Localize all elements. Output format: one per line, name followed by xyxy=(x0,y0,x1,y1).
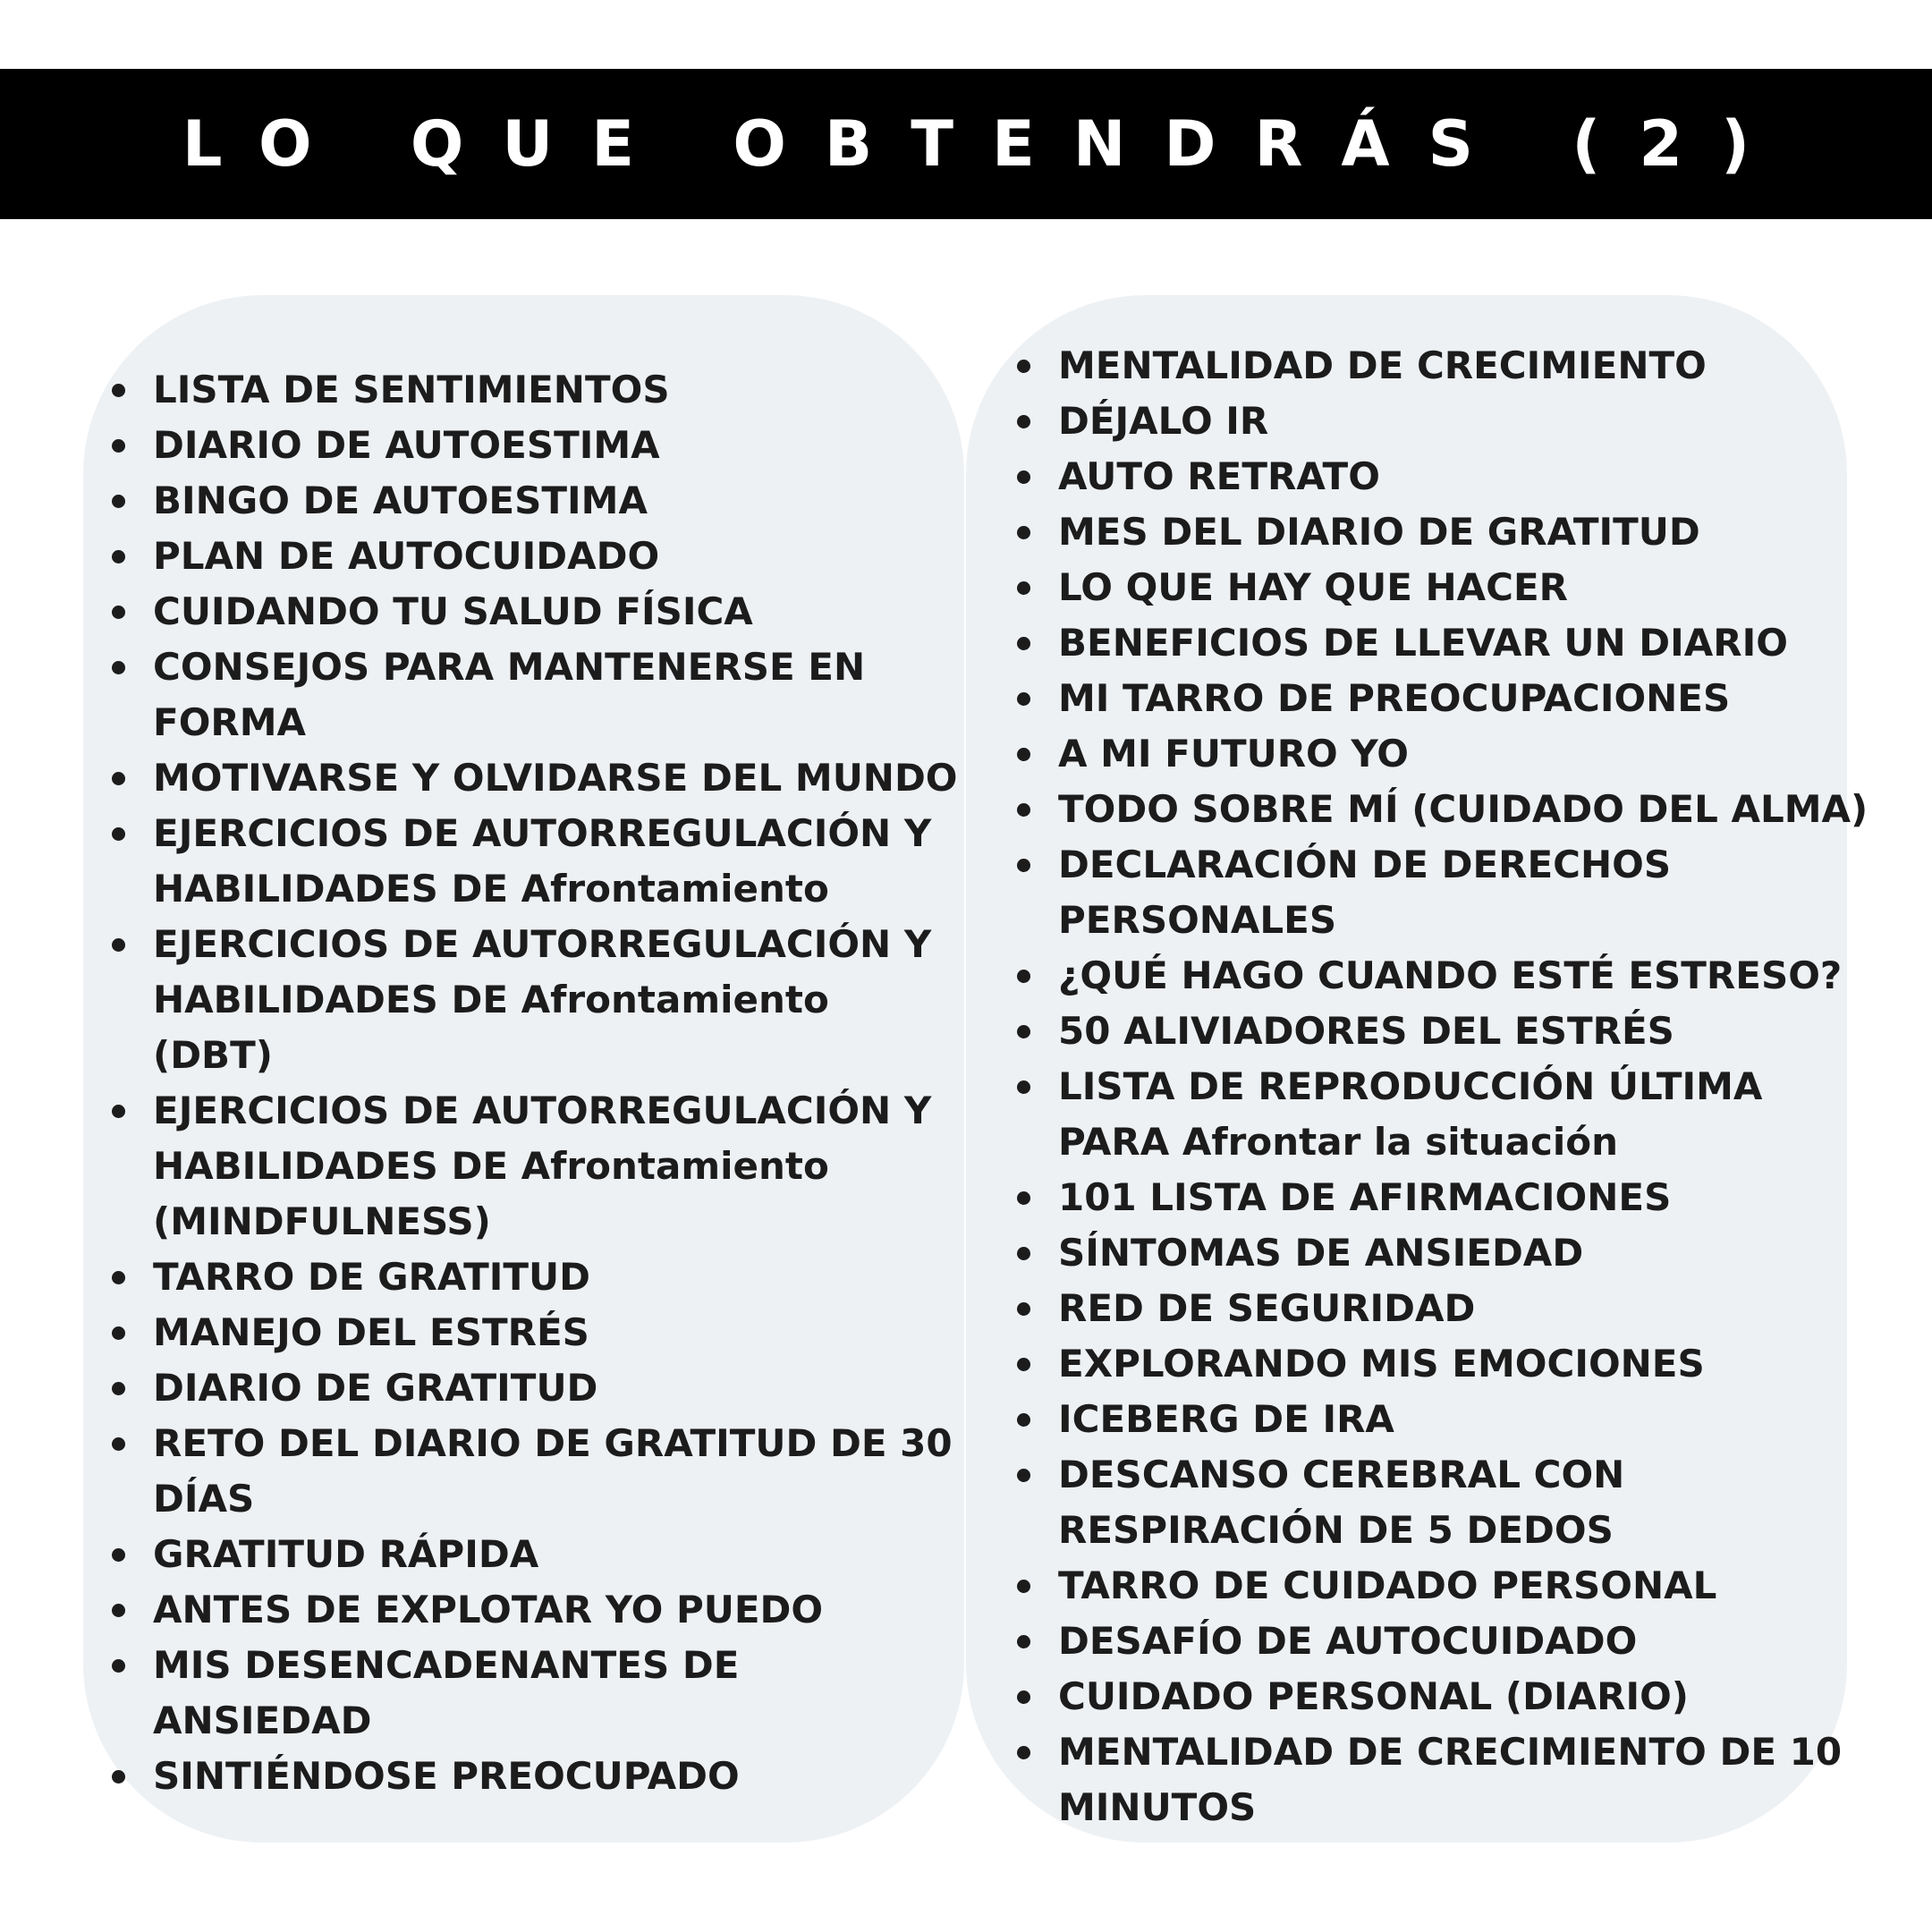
list-item xyxy=(1017,837,1920,948)
bullet-icon xyxy=(1017,748,1030,761)
bullet-icon xyxy=(1017,1635,1030,1648)
list-item xyxy=(1017,449,1920,504)
list-item-text: CUIDADO PERSONAL (DIARIO) xyxy=(1058,1674,1689,1718)
list-item-text: BENEFICIOS DE LLEVAR UN DIARIO xyxy=(1058,621,1788,665)
list-item-text: (DBT) xyxy=(153,1033,273,1077)
right-column-list xyxy=(1017,338,1920,1835)
list-item xyxy=(112,640,970,750)
list-item xyxy=(1017,948,1920,1004)
bullet-icon xyxy=(112,384,125,397)
list-item xyxy=(112,1360,970,1416)
list-item-text: GRATITUD RÁPIDA xyxy=(153,1532,539,1576)
list-item-text: MINUTOS xyxy=(1058,1785,1257,1829)
list-item-text: 50 ALIVIADORES DEL ESTRÉS xyxy=(1058,1009,1674,1053)
bullet-icon xyxy=(1017,415,1030,428)
list-item xyxy=(1017,615,1920,671)
list-item-text: ANSIEDAD xyxy=(153,1699,372,1742)
list-item-text: HABILIDADES DE Afrontamiento xyxy=(153,1144,829,1188)
list-item xyxy=(1017,1225,1920,1281)
bullet-icon xyxy=(1017,1746,1030,1759)
list-item xyxy=(1017,1669,1920,1724)
bullet-icon xyxy=(1017,803,1030,817)
list-item xyxy=(1017,338,1920,394)
list-item-text: PARA Afrontar la situación xyxy=(1058,1120,1619,1164)
page-title: LO QUE OBTENDRÁS (2) xyxy=(182,107,1789,181)
list-item-text: DESAFÍO DE AUTOCUIDADO xyxy=(1058,1619,1638,1663)
bullet-icon xyxy=(112,827,125,841)
list-item-text: 101 LISTA DE AFIRMACIONES xyxy=(1058,1175,1672,1219)
bullet-icon xyxy=(1017,859,1030,872)
list-item-text: LISTA DE REPRODUCCIÓN ÚLTIMA xyxy=(1058,1064,1763,1108)
bullet-icon xyxy=(1017,1080,1030,1094)
list-item xyxy=(112,1638,970,1749)
list-item xyxy=(1017,1558,1920,1614)
list-item xyxy=(112,1582,970,1638)
list-item-text: EJERCICIOS DE AUTORREGULACIÓN Y xyxy=(153,1089,932,1132)
list-item-text: PLAN DE AUTOCUIDADO xyxy=(153,534,660,578)
list-item-text: ICEBERG DE IRA xyxy=(1058,1397,1394,1441)
list-item-text: DECLARACIÓN DE DERECHOS xyxy=(1058,843,1672,886)
list-item xyxy=(112,1749,970,1804)
bullet-icon xyxy=(1017,970,1030,983)
bullet-icon xyxy=(1017,1191,1030,1205)
list-item xyxy=(1017,671,1920,726)
bullet-icon xyxy=(112,772,125,785)
list-item-text: TARRO DE CUIDADO PERSONAL xyxy=(1058,1563,1717,1607)
list-item-text: TARRO DE GRATITUD xyxy=(153,1255,591,1299)
list-item xyxy=(112,806,970,917)
list-item xyxy=(112,917,970,1083)
bullet-icon xyxy=(1017,1025,1030,1038)
bullet-icon xyxy=(112,1437,125,1451)
list-item xyxy=(1017,560,1920,615)
list-item xyxy=(1017,1281,1920,1336)
bullet-icon xyxy=(1017,1690,1030,1704)
title-banner xyxy=(0,69,1932,219)
bullet-icon xyxy=(112,1548,125,1562)
list-item-text: SÍNTOMAS DE ANSIEDAD xyxy=(1058,1231,1584,1275)
list-item xyxy=(1017,726,1920,782)
list-item-text: FORMA xyxy=(153,700,307,744)
bullet-icon xyxy=(1017,1413,1030,1427)
bullet-icon xyxy=(112,550,125,564)
bullet-icon xyxy=(112,1105,125,1118)
list-item-text: MENTALIDAD DE CRECIMIENTO xyxy=(1058,343,1707,387)
list-item-text: RETO DEL DIARIO DE GRATITUD DE 30 xyxy=(153,1421,953,1465)
list-item xyxy=(1017,1170,1920,1225)
list-item-text: EXPLORANDO MIS EMOCIONES xyxy=(1058,1342,1705,1385)
list-item-text: MOTIVARSE Y OLVIDARSE DEL MUNDO xyxy=(153,756,958,800)
list-item xyxy=(112,1527,970,1582)
list-item xyxy=(1017,1724,1920,1835)
list-item xyxy=(1017,1614,1920,1669)
list-item-text: RESPIRACIÓN DE 5 DEDOS xyxy=(1058,1508,1614,1552)
bullet-icon xyxy=(1017,1302,1030,1316)
bullet-icon xyxy=(112,1271,125,1284)
list-item-text: BINGO DE AUTOESTIMA xyxy=(153,479,648,522)
list-item-text: CUIDANDO TU SALUD FÍSICA xyxy=(153,589,753,633)
bullet-icon xyxy=(1017,360,1030,373)
bullet-icon xyxy=(1017,1358,1030,1371)
bullet-icon xyxy=(112,439,125,453)
bullet-icon xyxy=(112,606,125,619)
list-item-text: DESCANSO CEREBRAL CON xyxy=(1058,1453,1625,1496)
list-item-text: LISTA DE SENTIMIENTOS xyxy=(153,368,670,411)
list-item-text: MENTALIDAD DE CRECIMIENTO DE 10 xyxy=(1058,1730,1843,1774)
list-item-text: DIARIO DE GRATITUD xyxy=(153,1366,598,1410)
bullet-icon xyxy=(1017,1247,1030,1260)
list-item-text: (MINDFULNESS) xyxy=(153,1199,491,1243)
list-item-text: MI TARRO DE PREOCUPACIONES xyxy=(1058,676,1731,720)
bullet-icon xyxy=(1017,1580,1030,1593)
list-item xyxy=(1017,1336,1920,1392)
list-item xyxy=(1017,1447,1920,1558)
bullet-icon xyxy=(112,1326,125,1340)
list-item xyxy=(112,1305,970,1360)
list-item-text: EJERCICIOS DE AUTORREGULACIÓN Y xyxy=(153,811,932,855)
list-item-text: AUTO RETRATO xyxy=(1058,454,1380,498)
list-item-text: DIARIO DE AUTOESTIMA xyxy=(153,423,660,467)
bullet-icon xyxy=(112,661,125,674)
list-item-text: RED DE SEGURIDAD xyxy=(1058,1286,1476,1330)
list-item xyxy=(1017,1004,1920,1059)
list-item xyxy=(1017,1059,1920,1170)
list-item-text: MIS DESENCADENANTES DE xyxy=(153,1643,740,1687)
list-item-text: HABILIDADES DE Afrontamiento xyxy=(153,867,829,911)
list-item xyxy=(112,418,970,473)
bullet-icon xyxy=(1017,526,1030,539)
bullet-icon xyxy=(112,495,125,508)
list-item xyxy=(112,1250,970,1305)
list-item-text: EJERCICIOS DE AUTORREGULACIÓN Y xyxy=(153,922,932,966)
list-item xyxy=(1017,1392,1920,1447)
list-item xyxy=(112,1083,970,1250)
list-item xyxy=(112,473,970,529)
list-item-text: ANTES DE EXPLOTAR YO PUEDO xyxy=(153,1588,824,1631)
bullet-icon xyxy=(1017,637,1030,650)
list-item-text: MES DEL DIARIO DE GRATITUD xyxy=(1058,510,1700,554)
list-item-text: DÍAS xyxy=(153,1477,255,1521)
list-item-text: ¿QUÉ HAGO CUANDO ESTÉ ESTRESO? xyxy=(1058,953,1843,997)
bullet-icon xyxy=(112,1382,125,1395)
bullet-icon xyxy=(1017,470,1030,484)
bullet-icon xyxy=(112,1770,125,1784)
list-item-text: TODO SOBRE MÍ (CUIDADO DEL ALMA) xyxy=(1058,787,1868,831)
list-item xyxy=(1017,782,1920,837)
list-item-text: HABILIDADES DE Afrontamiento xyxy=(153,978,829,1021)
bullet-icon xyxy=(112,1659,125,1673)
left-column-list xyxy=(112,362,970,1804)
list-item xyxy=(112,362,970,418)
bullet-icon xyxy=(1017,1469,1030,1482)
list-item-text: PERSONALES xyxy=(1058,898,1337,942)
bullet-icon xyxy=(112,1604,125,1617)
list-item xyxy=(112,584,970,640)
list-item xyxy=(112,750,970,806)
bullet-icon xyxy=(1017,692,1030,706)
list-item-text: MANEJO DEL ESTRÉS xyxy=(153,1310,589,1354)
list-item-text: CONSEJOS PARA MANTENERSE EN xyxy=(153,645,866,689)
list-item-text: SINTIÉNDOSE PREOCUPADO xyxy=(153,1754,740,1798)
bullet-icon xyxy=(112,938,125,952)
list-item xyxy=(1017,394,1920,449)
list-item xyxy=(112,529,970,584)
list-item xyxy=(1017,504,1920,560)
list-item-text: LO QUE HAY QUE HACER xyxy=(1058,565,1569,609)
bullet-icon xyxy=(1017,581,1030,595)
list-item-text: DÉJALO IR xyxy=(1058,399,1269,443)
list-item-text: A MI FUTURO YO xyxy=(1058,732,1410,775)
list-item xyxy=(112,1416,970,1527)
